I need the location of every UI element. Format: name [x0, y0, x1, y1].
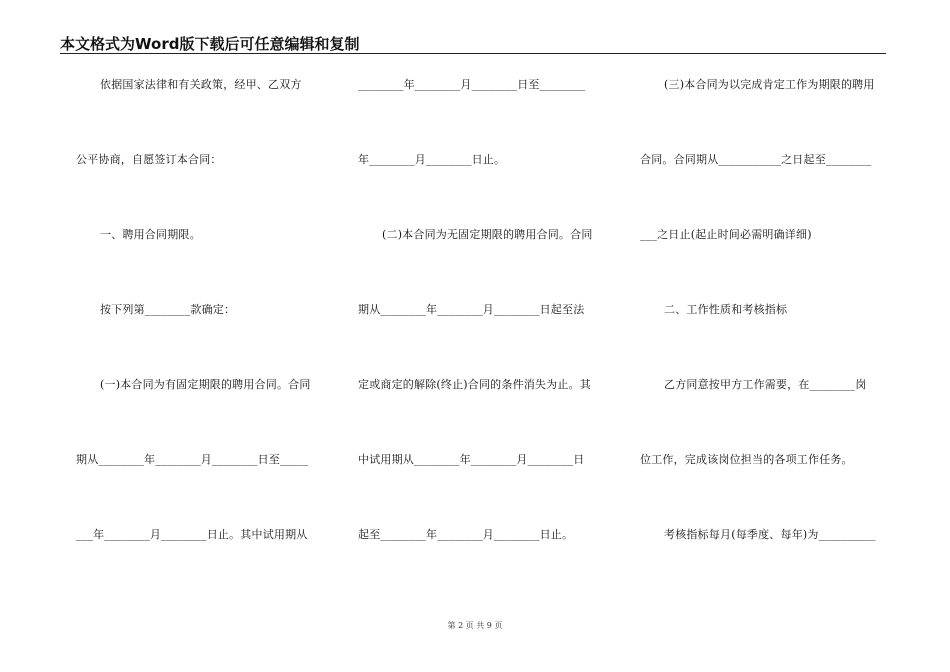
text-line: ________年________月________日至________ [358, 78, 586, 91]
text-line: ___年________月________日止。其中试用期从 [76, 528, 308, 541]
text-line: 合同。合同期从___________之日起至________ [640, 153, 872, 166]
text-line: 乙方同意按甲方工作需要，在________岗 [664, 378, 867, 391]
header-divider [60, 53, 886, 54]
text-line: 按下列第________款确定： [100, 303, 236, 316]
document-header-title: 本文格式为Word版下载后可任意编辑和复制 [60, 35, 360, 53]
text-line: 公平协商，自愿签订本合同： [76, 153, 222, 166]
text-line: (二)本合同为无固定期限的聘用合同。合同 [382, 228, 593, 241]
text-column-1 [76, 76, 324, 576]
text-line: 依据国家法律和有关政策，经甲、乙双方 [100, 78, 302, 91]
text-line: 期从________年________月________日至_____ [76, 453, 309, 466]
text-line: 二、工作性质和考核指标 [664, 303, 788, 316]
text-line: 考核指标每月(每季度、每年)为__________ [664, 528, 876, 541]
text-line: (一)本合同为有固定期限的聘用合同。合同 [100, 378, 311, 391]
text-line: 年________月________日止。 [358, 153, 506, 166]
text-line: 一、聘用合同期限。 [100, 228, 201, 241]
text-line: (三)本合同为以完成肯定工作为期限的聘用 [664, 78, 875, 91]
text-line: 位工作，完成该岗位担当的各项工作任务。 [640, 453, 853, 466]
text-column-2 [358, 76, 606, 576]
page-number-footer: 第 2 页 共 9 页 [447, 621, 503, 630]
text-line: 定或商定的解除(终止)合同的条件消失为止。其 [358, 378, 591, 391]
text-line: ___之日止(起止时间必需明确详细) [640, 228, 812, 241]
text-line: 中试用期从________年________月________日 [358, 453, 585, 466]
text-line: 起至________年________月________日止。 [358, 528, 574, 541]
text-line: 期从________年________月________日起至法 [358, 303, 585, 316]
text-column-3 [640, 76, 888, 576]
